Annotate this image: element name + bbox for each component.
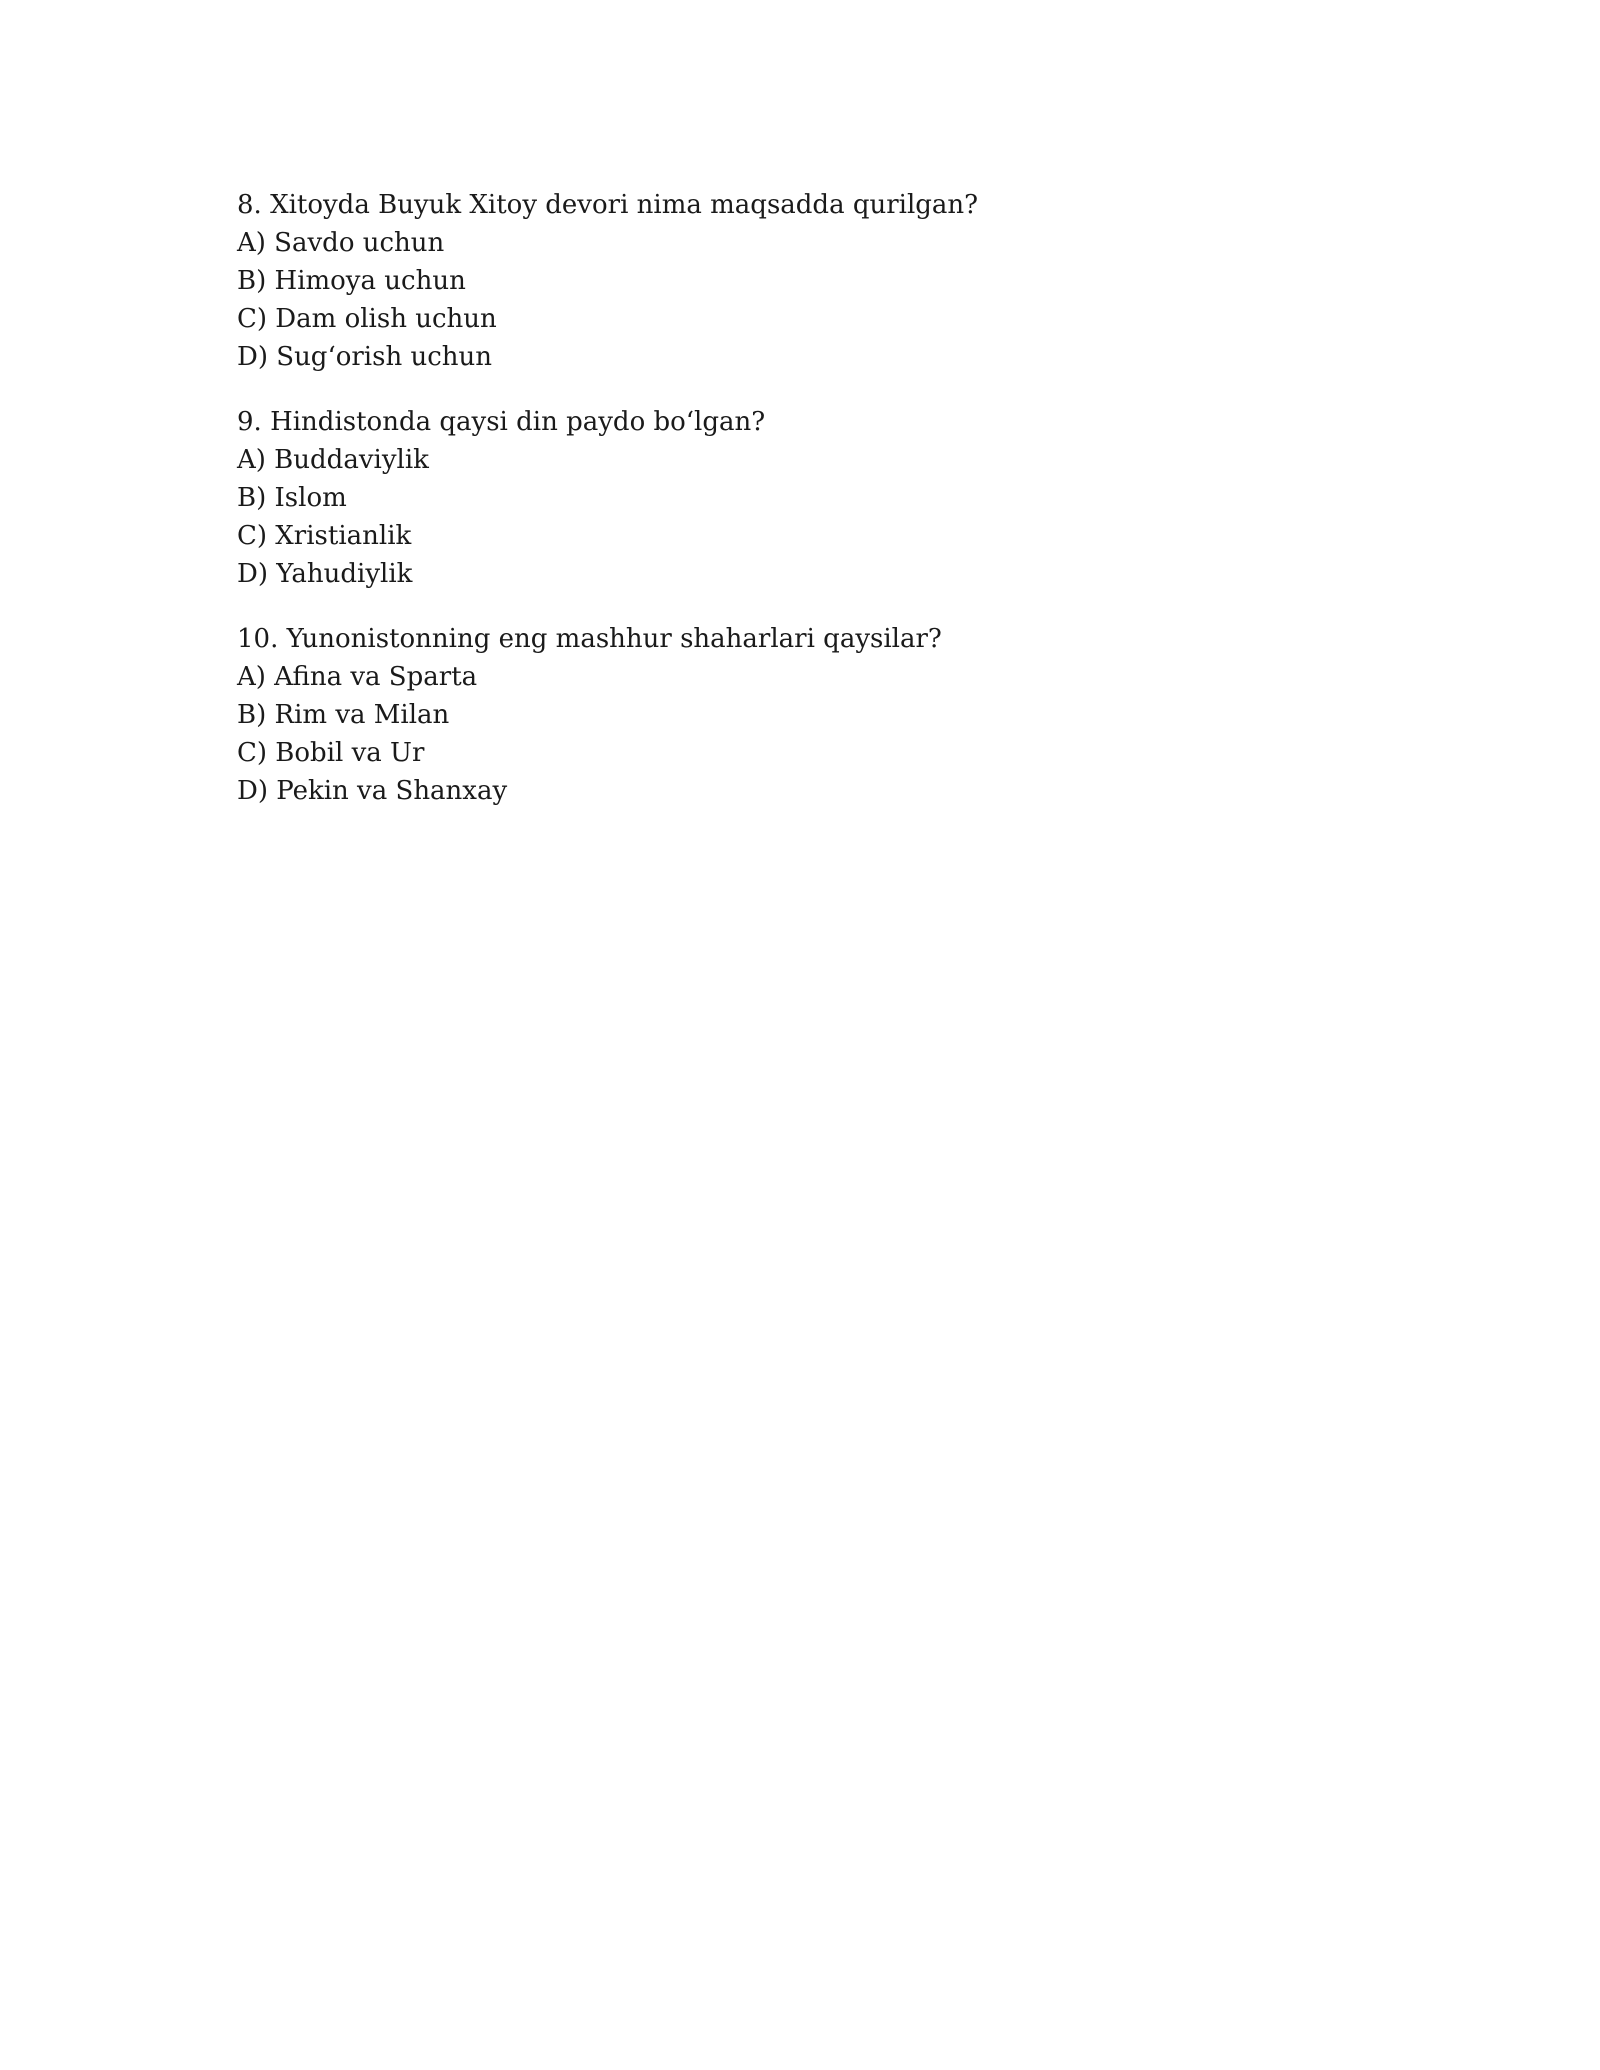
answer-option-c: C) Dam olish uchun xyxy=(237,304,497,334)
answer-option-c: C) Bobil va Ur xyxy=(237,738,425,768)
answer-option-d: D) Sug‘orish uchun xyxy=(237,342,493,372)
answer-option-b: B) Himoya uchun xyxy=(237,266,466,296)
answer-option-d: D) Pekin va Shanxay xyxy=(237,776,508,806)
answer-option-a: A) Buddaviylik xyxy=(237,445,429,475)
question-block-9 xyxy=(237,403,1387,593)
answer-option-b: B) Rim va Milan xyxy=(237,700,450,730)
answer-option-a: A) Savdo uchun xyxy=(237,228,445,258)
question-text: 8. Xitoyda Buyuk Xitoy devori nima maqsadda qurilgan? xyxy=(237,190,979,220)
question-block-8 xyxy=(237,186,1387,376)
answer-option-a: A) Afina va Sparta xyxy=(237,662,478,692)
answer-option-d: D) Yahudiylik xyxy=(237,559,413,589)
question-text: 10. Yunonistonning eng mashhur shaharlari qaysilar? xyxy=(237,624,942,654)
answer-option-b: B) Islom xyxy=(237,483,347,513)
answer-option-c: C) Xristianlik xyxy=(237,521,412,551)
question-text: 9. Hindistonda qaysi din paydo bo‘lgan? xyxy=(237,407,766,437)
quiz-content xyxy=(237,186,1387,837)
question-block-10 xyxy=(237,620,1387,810)
